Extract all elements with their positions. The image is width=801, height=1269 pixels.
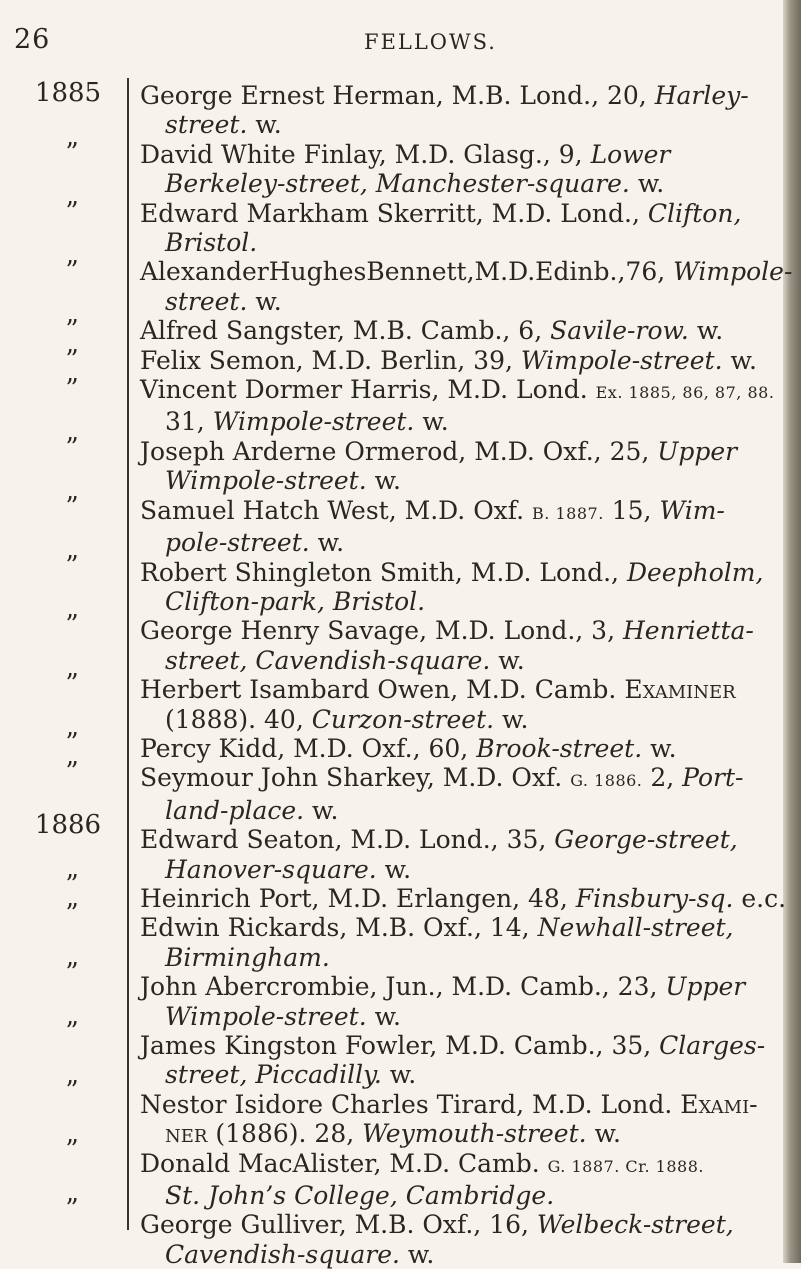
year-1885: 1885 [34,78,102,108]
entry-address: Upper [657,436,738,466]
fellow-entry [140,199,780,258]
entry-text: Edwin Rickards, M.B. Oxf., 14, [140,913,538,943]
page-edge-shadow [783,0,801,1263]
entry-district: w. [366,466,401,496]
entry-text: 15, [603,495,660,525]
entry-text: Donald MacAlister, M.D. Camb. [140,1148,548,1178]
entry-text: 31, [165,407,213,437]
fellow-entry [140,346,780,375]
entry-address: St. John’s College, Cambridge. [165,1181,555,1211]
fellow-entry [140,558,780,617]
entry-address: land-place. [165,795,305,825]
entry-address: Hanover-square. [165,854,377,884]
entry-district: w. [688,316,724,346]
entry-office-note: Ex. 1885, 86, 87, 88. [595,383,775,403]
entry-address: Henrietta- [622,616,754,646]
entry-address: Wimpole-street. [520,345,723,375]
column-rule [127,78,129,1230]
entry-address: Welbeck-street, [536,1210,734,1240]
entry-address: Clarges- [659,1031,766,1060]
entry-district: w. [381,1060,417,1090]
fellow-entry [140,81,780,140]
ditto-mark: ” [65,1017,79,1047]
ditto-mark: ” [65,757,79,787]
entry-address: George-street, [554,825,738,855]
entry-office-note: G. 1887. Cr. 1888. [547,1156,704,1176]
entry-address: Wimpole-street. [165,466,367,496]
entry-district: w. [304,795,339,825]
entry-address: Harley- [654,81,749,110]
entry-district: w. [629,169,665,199]
fellow-entry [140,375,780,437]
entry-address: street, Piccadilly. [165,1060,382,1090]
fellows-list [140,81,793,1269]
ditto-mark: ” [65,728,79,758]
entry-address: Finsbury-sq. [575,883,734,913]
ditto-mark: ” [65,433,79,463]
entry-office-note: B. 1887. [532,503,604,523]
entry-address: Lower [590,139,671,169]
entry-district: w. [309,528,345,558]
entry-office-note: ner [165,1119,208,1149]
entry-text: George Gulliver, M.B. Oxf., 16, [140,1210,537,1240]
entry-text: (1886). 28, [207,1119,363,1149]
fellow-entry [140,675,780,734]
entry-district: w. [247,286,282,316]
fellow-entry [140,1149,780,1211]
entry-district: w. [366,1001,401,1031]
ditto-mark: ” [65,374,79,404]
entry-address: Newhall-street, [537,913,734,943]
ditto-mark: ” [65,551,79,581]
entry-district: w. [586,1119,621,1149]
ditto-mark: ” [65,958,79,988]
entry-text: Edward Markham Skerritt, M.D. Lond., [140,198,648,228]
entry-text: Alfred Sangster, M.B. Camb., 6, [140,316,551,346]
ditto-mark: ” [65,1194,79,1224]
ditto-mark: ” [65,899,79,929]
entry-district: w. [376,854,412,884]
fellow-entry [140,496,780,558]
entry-text: 2, [642,763,683,793]
entry-text: Vincent Dormer Harris, M.D. Lond. [140,375,596,405]
entry-address: street, Cavendish-square. [165,645,491,675]
entry-address: Bristol. [165,228,258,258]
ditto-mark: ” [65,492,79,522]
entry-district: w. [414,407,449,437]
entry-office-note: Examiner [624,675,736,705]
ditto-mark: ” [65,669,79,699]
fellow-entry [140,1210,780,1269]
entry-address: Port- [682,763,744,793]
entry-address: Wimpole-street. [165,1001,367,1031]
ditto-mark: ” [65,1135,79,1165]
fellow-entry [140,825,780,884]
year-1886: 1886 [34,810,102,840]
entry-address: Curzon-street. [311,704,495,734]
ditto-mark: ” [65,256,79,286]
year-column [0,75,130,1255]
entry-text: Robert Shingleton Smith, M.D. Lond., [140,557,627,587]
ditto-mark: ” [65,870,79,900]
entry-office-note: Exami- [680,1089,758,1119]
entry-text: George Henry Savage, M.D. Lond., 3, [140,616,623,646]
fellow-entry [140,616,780,675]
fellow-entry [140,1090,780,1149]
entry-address: pole-street. [165,528,310,558]
entry-text: Felix Semon, M.D. Berlin, 39, [140,345,521,375]
entry-text: John Abercrombie, Jun., M.D. Camb., 23, [140,972,666,1002]
entry-text: Heinrich Port, M.D. Erlangen, 48, [140,883,576,913]
entry-address: Berkeley-street, Manchester-square. [165,169,630,199]
entry-text: Herbert Isambard Owen, M.D. Camb. [140,675,625,705]
entry-text: Percy Kidd, M.D. Oxf., 60, [140,733,477,763]
fellow-entry [140,140,780,199]
ditto-mark: ” [65,1076,79,1106]
ditto-mark: ” [65,138,79,168]
entry-text: AlexanderHughesBennett,M.D.Edinb.,76, [140,257,674,287]
page-number: 26 [14,24,51,55]
entry-address: street. [165,110,248,140]
running-head: FELLOWS. [364,30,497,54]
entry-text: Samuel Hatch West, M.D. Oxf. [140,495,533,525]
entry-district: w. [642,733,677,763]
entry-address: Upper [665,972,746,1002]
ditto-mark: ” [65,610,79,640]
page-header [0,22,783,62]
entry-address: Savile-row. [550,316,689,346]
entry-text: Seymour John Sharkey, M.D. Oxf. [140,763,571,793]
fellow-entry [140,734,780,763]
entry-address: Wimpole-street. [212,407,415,437]
ditto-mark: ” [65,345,79,375]
fellow-entry [140,437,780,496]
fellow-entry [140,763,780,825]
entry-address: Wimpole- [673,257,793,287]
fellow-entry [140,1031,780,1090]
entry-office-note: G. 1886. [570,771,643,791]
entry-address: Wim- [659,495,725,525]
entry-text: Edward Seaton, M.D. Lond., 35, [140,825,555,855]
entry-district: w. [490,645,525,675]
fellow-entry [140,316,780,345]
entry-text: (1888). 40, [165,704,312,734]
fellow-entry [140,257,793,316]
entry-address: street. [165,286,248,316]
fellow-entry [140,913,780,972]
entry-address: Clifton, [647,198,742,228]
entry-district: w. [247,110,282,140]
entry-district: w. [399,1239,435,1269]
entry-district: w. [494,704,529,734]
entry-district: w. [722,345,757,375]
entry-address: Birmingham. [165,942,330,972]
ditto-mark: ” [65,315,79,345]
entry-address: Clifton-park, Bristol. [165,586,426,616]
entry-text: Joseph Arderne Ormerod, M.D. Oxf., 25, [140,436,658,466]
entry-text: David White Finlay, M.D. Glasg., 9, [140,139,591,169]
entry-address: Deepholm, [626,557,764,587]
entry-address: Cavendish-square. [165,1239,400,1269]
fellow-entry [140,883,787,913]
entry-address: Weymouth-street. [362,1119,587,1149]
entry-text: George Ernest Herman, M.B. Lond., 20, [140,81,655,110]
entry-address: Brook-street. [476,733,643,763]
fellow-entry [140,972,780,1031]
entry-text: James Kingston Fowler, M.D. Camb., 35, [140,1031,660,1060]
entry-text: Nestor Isidore Charles Tirard, M.D. Lond. [140,1089,681,1119]
entry-district: e.c. [733,883,787,913]
ditto-mark: ” [65,197,79,227]
